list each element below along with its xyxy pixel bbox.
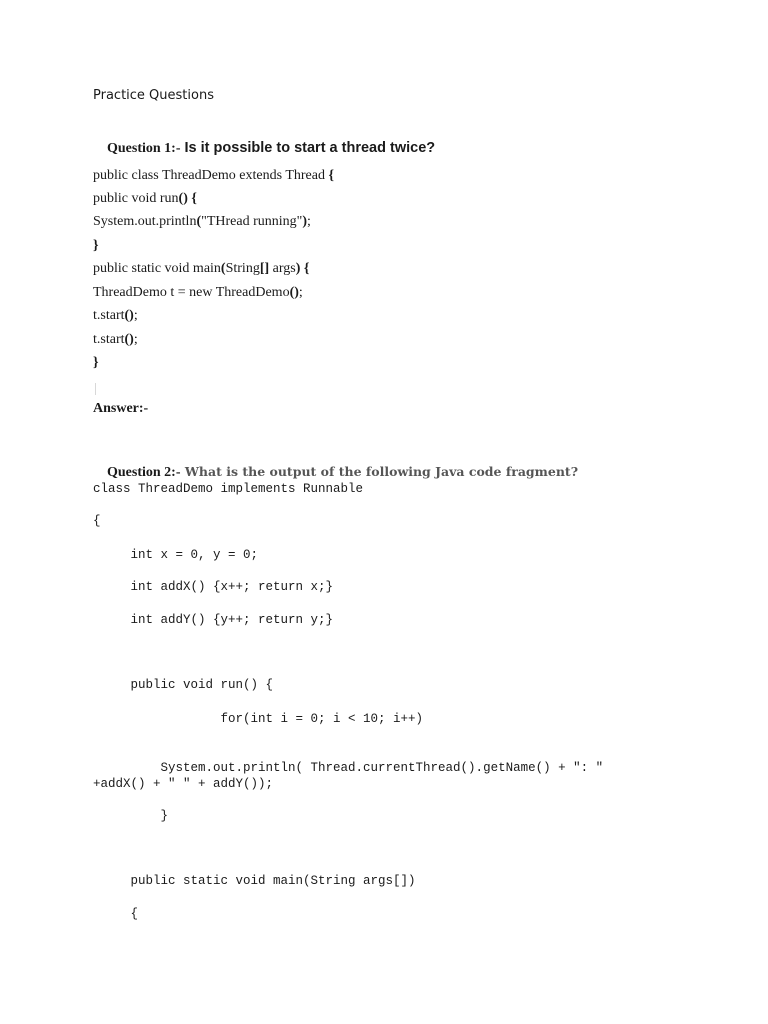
code1-line-5: public static void main(String[] args) {: [93, 261, 310, 276]
code2-line-5: int addY() {y++; return y;}: [93, 613, 334, 627]
code2-line-4: int addX() {x++; return x;}: [93, 580, 334, 594]
code1-line-3: System.out.println("THread running");: [93, 214, 311, 229]
answer-label: Answer:-: [93, 401, 149, 416]
code2-line-7: for(int i = 0; i < 10; i++): [93, 712, 424, 726]
code2-line-1: class ThreadDemo implements Runnable: [93, 482, 364, 496]
code1-line-1: public class ThreadDemo extends Thread {: [93, 168, 334, 183]
code2-line-3: int x = 0, y = 0;: [93, 548, 259, 562]
question-2-text: What is the output of the following Java code fragment?: [180, 464, 579, 479]
question-2-label: Question 2:-: [107, 465, 181, 480]
code1-line-4: }: [93, 238, 99, 253]
code2-line-2: {: [93, 514, 101, 528]
code1-line-9: }: [93, 355, 99, 370]
code1-line-6: ThreadDemo t = new ThreadDemo();: [93, 285, 303, 300]
code2-line-8: System.out.println( Thread.currentThread().getName() + ": ": [93, 761, 604, 775]
question-1-title: [93, 124, 435, 173]
code1-line-8: t.start();: [93, 332, 138, 347]
question-1-text: Is it possible to start a thread twice?: [180, 140, 436, 156]
question-1-label: Question 1:-: [107, 141, 181, 156]
code2-line-6: public void run() {: [93, 678, 274, 692]
code2-line-10: }: [93, 809, 169, 823]
code2-line-11: public static void main(String args[]): [93, 874, 416, 888]
code1-line-7: t.start();: [93, 308, 138, 323]
document-heading: Practice Questions: [93, 88, 214, 103]
code1-line-2: public void run() {: [93, 191, 197, 206]
code2-line-12: {: [93, 907, 139, 921]
code2-line-9: +addX() + " " + addY());: [93, 777, 274, 791]
text-cursor-mark: [95, 383, 96, 395]
